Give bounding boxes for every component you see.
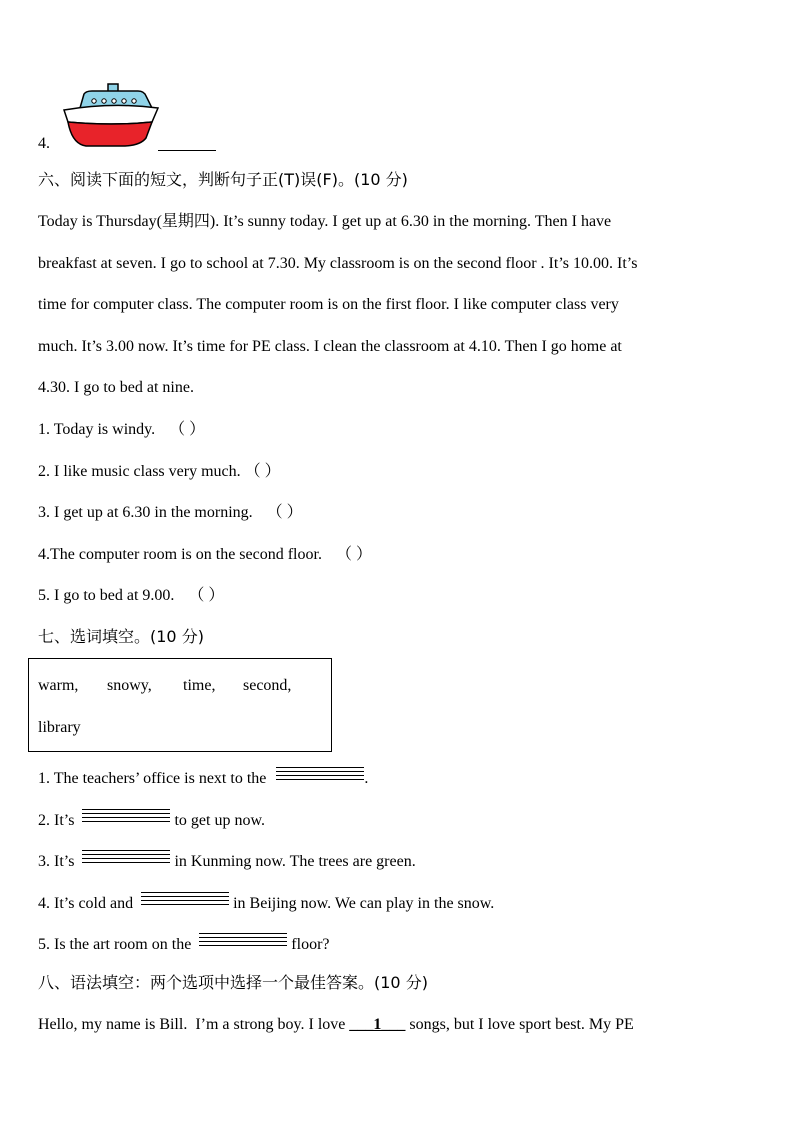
section-8-passage-line: [38, 1015, 634, 1035]
tf-answer-blank[interactable]: （ ）: [266, 504, 303, 521]
word-bank-word: snowy,: [107, 677, 152, 694]
tf-question-1: [38, 420, 205, 440]
passage-line-1: Today is Thursday(星期四). It’s sunny today. I get up at 6.30 in the morning. Then I have: [38, 213, 612, 230]
tf-question-4: [38, 545, 372, 565]
fill-question-before: 1. The teachers’ office is next to the: [38, 770, 267, 787]
section-6-heading: 六、阅读下面的短文，判断句子正(T)误(F)。(10 分): [38, 170, 408, 189]
tf-question-5: [38, 586, 224, 606]
fill-question-after: to get up now.: [174, 812, 265, 829]
section-8-heading: 八、语法填空：两个选项中选择一个最佳答案。(10 分): [38, 973, 428, 992]
passage-text-after: songs, but I love sport best. My PE: [405, 1016, 634, 1033]
fill-question-before: 5. Is the art room on the: [38, 936, 192, 953]
fill-question-after: in Beijing now. We can play in the snow.: [233, 895, 495, 912]
fill-question-before: 4. It’s cold and: [38, 895, 134, 912]
fill-answer-lines[interactable]: [141, 892, 229, 914]
question-4-answer-line[interactable]: [158, 150, 216, 151]
tf-answer-blank[interactable]: （ ）: [244, 463, 281, 480]
fill-answer-lines[interactable]: [82, 850, 170, 872]
tf-answer-blank[interactable]: （ ）: [188, 587, 225, 604]
passage-text-before: Hello, my name is Bill. I’m a strong boy. I love: [38, 1016, 350, 1033]
tf-question-text: 4.The computer room is on the second floor.: [38, 546, 322, 563]
tf-question-text: 2. I like music class very much.: [38, 463, 241, 480]
fill-question-3: [38, 850, 416, 872]
tf-question-text: 5. I go to bed at 9.00.: [38, 587, 175, 604]
passage-line-3: time for computer class. The computer room is on the first floor. I like computer class very: [38, 296, 619, 313]
fill-question-before: 2. It’s: [38, 812, 75, 829]
fill-question-1: [38, 767, 368, 789]
word-bank-word: second,: [243, 677, 292, 694]
fill-question-4: [38, 892, 494, 914]
fill-answer-lines[interactable]: [199, 933, 287, 955]
fill-answer-lines[interactable]: [276, 767, 364, 789]
word-bank-word: warm,: [38, 677, 79, 694]
fill-question-5: [38, 933, 330, 955]
passage-line-4: much. It’s 3.00 now. It’s time for PE class. I clean the classroom at 4.10. Then I go home at: [38, 338, 622, 355]
tf-question-text: 1. Today is windy.: [38, 421, 156, 438]
boat-illustration: [62, 82, 162, 152]
word-bank-word: library: [38, 719, 81, 736]
section-7-heading: 七、选词填空。(10 分): [38, 627, 204, 646]
boat-icon: [62, 82, 162, 152]
grammar-blank-1[interactable]: ___1___: [349, 1016, 406, 1033]
tf-answer-blank[interactable]: （ ）: [169, 421, 206, 438]
fill-question-2: [38, 809, 265, 831]
word-bank-box: [28, 658, 332, 752]
passage-line-5: 4.30. I go to bed at nine.: [38, 379, 194, 396]
tf-question-text: 3. I get up at 6.30 in the morning.: [38, 504, 253, 521]
fill-answer-lines[interactable]: [82, 809, 170, 831]
fill-question-after: in Kunming now. The trees are green.: [174, 853, 416, 870]
fill-question-before: 3. It’s: [38, 853, 75, 870]
fill-question-after: .: [364, 770, 369, 787]
fill-question-after: floor?: [291, 936, 330, 953]
tf-question-3: [38, 503, 303, 523]
word-bank-word: time,: [183, 677, 216, 694]
tf-answer-blank[interactable]: （ ）: [335, 546, 372, 563]
question-4-number: 4.: [38, 135, 50, 152]
passage-line-2: breakfast at seven. I go to school at 7.30. My classroom is on the second floor . It’s 10.00. It’s: [38, 255, 638, 272]
tf-question-2: [38, 462, 281, 482]
